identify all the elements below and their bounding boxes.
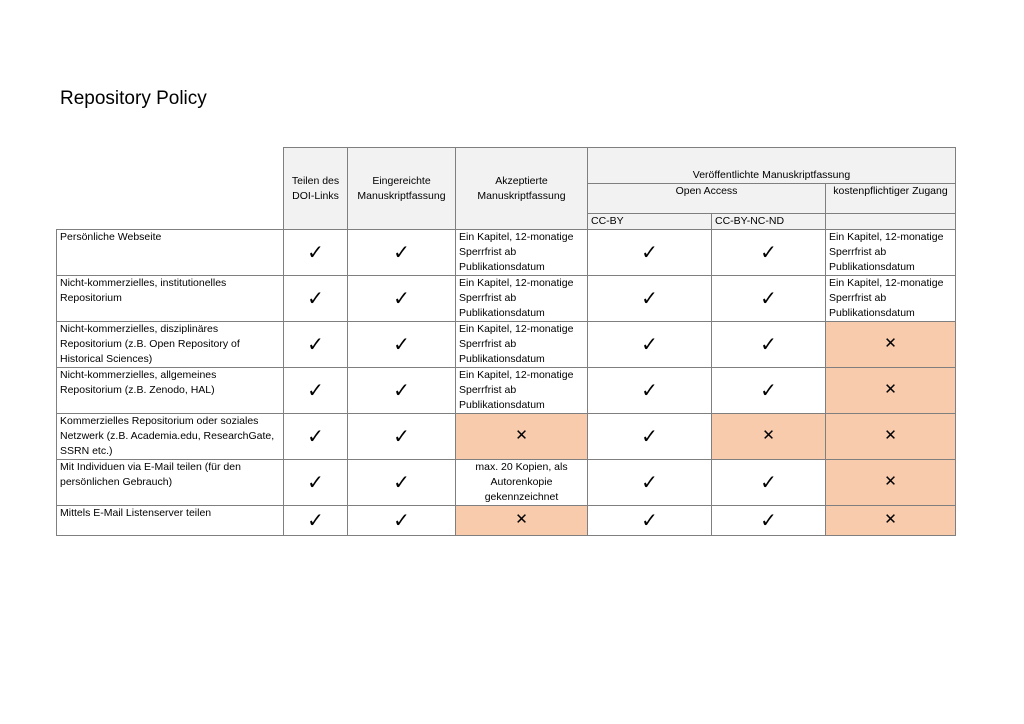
- check-icon: ✓: [393, 331, 410, 356]
- check-icon: ✓: [307, 285, 324, 310]
- cell-cc-by-nc-nd: [712, 230, 826, 276]
- cell-cc-by: [588, 230, 712, 276]
- check-icon: ✓: [393, 469, 410, 494]
- row-label: Persönliche Webseite: [57, 230, 284, 276]
- header-cc-by: CC-BY: [588, 214, 712, 230]
- check-icon: ✓: [760, 469, 777, 494]
- cross-icon: ✕: [884, 380, 897, 398]
- cell-paid: [826, 368, 956, 414]
- check-icon: ✓: [760, 239, 777, 264]
- check-icon: ✓: [641, 377, 658, 402]
- cell-cc-by: [588, 276, 712, 322]
- cell-paid: Ein Kapitel, 12-monatige Sperrfrist ab Publikationsdatum: [826, 230, 956, 276]
- cell-submitted: [348, 322, 456, 368]
- cell-cc-by: [588, 506, 712, 536]
- row-label: Mit Individuen via E-Mail teilen (für den persönlichen Gebrauch): [57, 460, 284, 506]
- cell-doi: [284, 368, 348, 414]
- cell-submitted: [348, 230, 456, 276]
- cell-submitted: [348, 506, 456, 536]
- table-row: [57, 368, 956, 414]
- cell-doi: [284, 322, 348, 368]
- cell-accepted: [456, 506, 588, 536]
- check-icon: ✓: [641, 423, 658, 448]
- check-icon: ✓: [760, 507, 777, 532]
- check-icon: ✓: [760, 285, 777, 310]
- cell-paid: [826, 322, 956, 368]
- check-icon: ✓: [641, 469, 658, 494]
- check-icon: ✓: [641, 507, 658, 532]
- cell-doi: [284, 414, 348, 460]
- cell-cc-by-nc-nd: [712, 322, 826, 368]
- check-icon: ✓: [307, 469, 324, 494]
- table-row: [57, 506, 956, 536]
- cell-doi: [284, 506, 348, 536]
- check-icon: ✓: [641, 239, 658, 264]
- check-icon: ✓: [393, 377, 410, 402]
- check-icon: ✓: [393, 423, 410, 448]
- cell-cc-by-nc-nd: [712, 506, 826, 536]
- cell-accepted: Ein Kapitel, 12-monatige Sperrfrist ab Publikationsdatum: [456, 276, 588, 322]
- cross-icon: ✕: [762, 426, 775, 444]
- cell-paid: [826, 414, 956, 460]
- check-icon: ✓: [307, 423, 324, 448]
- cell-cc-by-nc-nd: [712, 460, 826, 506]
- cell-submitted: [348, 368, 456, 414]
- cell-cc-by: [588, 460, 712, 506]
- cross-icon: ✕: [884, 510, 897, 528]
- cross-icon: ✕: [515, 426, 528, 444]
- cell-cc-by: [588, 322, 712, 368]
- row-label: Mittels E-Mail Listenserver teilen: [57, 506, 284, 536]
- cell-cc-by-nc-nd: [712, 276, 826, 322]
- page-title: Repository Policy: [60, 88, 207, 109]
- cross-icon: ✕: [884, 472, 897, 490]
- table-row: [57, 230, 956, 276]
- cell-submitted: [348, 460, 456, 506]
- check-icon: ✓: [393, 285, 410, 310]
- check-icon: ✓: [393, 507, 410, 532]
- check-icon: ✓: [307, 377, 324, 402]
- row-label: Nicht-kommerzielles, institutionelles Repositorium: [57, 276, 284, 322]
- check-icon: ✓: [307, 507, 324, 532]
- cross-icon: ✕: [884, 426, 897, 444]
- check-icon: ✓: [641, 331, 658, 356]
- table-row: [57, 460, 956, 506]
- header-blank-cell: [57, 148, 284, 230]
- cell-accepted: Ein Kapitel, 12-monatige Sperrfrist ab Publikationsdatum: [456, 368, 588, 414]
- cell-paid: Ein Kapitel, 12-monatige Sperrfrist ab Publikationsdatum: [826, 276, 956, 322]
- cell-cc-by-nc-nd: [712, 414, 826, 460]
- header-open-access: Open Access: [588, 184, 826, 214]
- cell-cc-by: [588, 414, 712, 460]
- policy-table-body: [57, 230, 956, 536]
- check-icon: ✓: [307, 331, 324, 356]
- header-cc-by-nc-nd: CC-BY-NC-ND: [712, 214, 826, 230]
- table-row: [57, 276, 956, 322]
- cell-submitted: [348, 276, 456, 322]
- check-icon: ✓: [307, 239, 324, 264]
- cell-accepted: max. 20 Kopien, als Autorenkopie gekennzeichnet: [456, 460, 588, 506]
- row-label: Nicht-kommerzielles, disziplinäres Repositorium (z.B. Open Repository of Historical Sciences): [57, 322, 284, 368]
- header-paid-access: kostenpflichtiger Zugang: [826, 184, 956, 214]
- row-label: Nicht-kommerzielles, allgemeines Repositorium (z.B. Zenodo, HAL): [57, 368, 284, 414]
- row-label: Kommerzielles Repositorium oder soziales Netzwerk (z.B. Academia.edu, ResearchGate, SSRN etc.): [57, 414, 284, 460]
- header-doi-links: Teilen des DOI-Links: [284, 148, 348, 230]
- check-icon: ✓: [641, 285, 658, 310]
- cell-submitted: [348, 414, 456, 460]
- header-accepted-manuscript: Akzeptierte Manuskriptfassung: [456, 148, 588, 230]
- cell-cc-by-nc-nd: [712, 368, 826, 414]
- header-row-1: [57, 148, 956, 184]
- cell-accepted: Ein Kapitel, 12-monatige Sperrfrist ab Publikationsdatum: [456, 322, 588, 368]
- cell-paid: [826, 460, 956, 506]
- cell-doi: [284, 460, 348, 506]
- cell-accepted: [456, 414, 588, 460]
- cell-cc-by: [588, 368, 712, 414]
- table-row: [57, 322, 956, 368]
- repository-policy-table: [56, 147, 956, 536]
- check-icon: ✓: [393, 239, 410, 264]
- cell-accepted: Ein Kapitel, 12-monatige Sperrfrist ab Publikationsdatum: [456, 230, 588, 276]
- check-icon: ✓: [760, 331, 777, 356]
- header-paid-license-blank: [826, 214, 956, 230]
- header-submitted-manuscript: Eingereichte Manuskriptfassung: [348, 148, 456, 230]
- table-row: [57, 414, 956, 460]
- cell-doi: [284, 276, 348, 322]
- cross-icon: ✕: [884, 334, 897, 352]
- header-published-manuscript: Veröffentlichte Manuskriptfassung: [588, 148, 956, 184]
- check-icon: ✓: [760, 377, 777, 402]
- cell-doi: [284, 230, 348, 276]
- cross-icon: ✕: [515, 510, 528, 528]
- cell-paid: [826, 506, 956, 536]
